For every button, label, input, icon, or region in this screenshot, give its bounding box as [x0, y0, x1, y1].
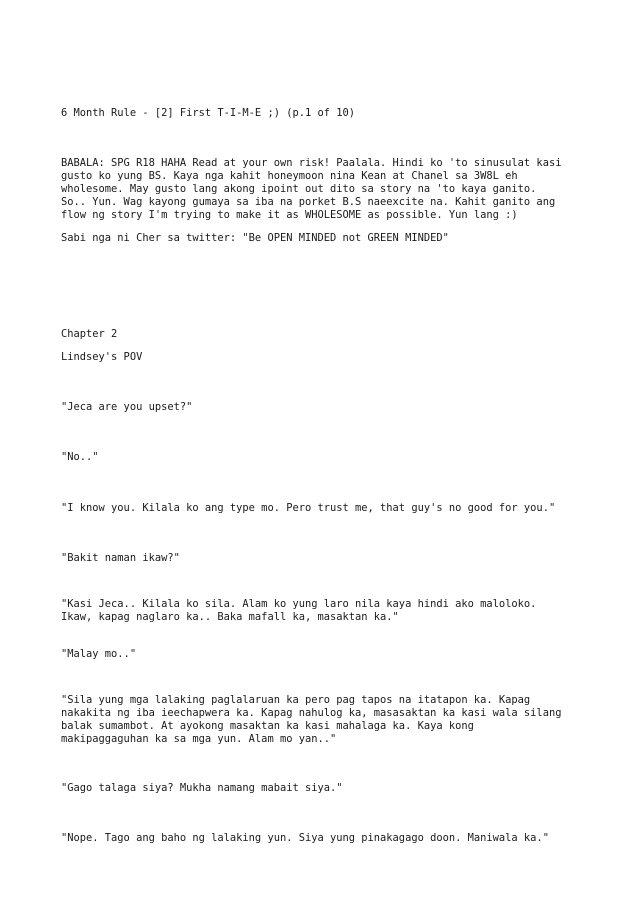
dialogue-line: "Gago talaga siya? Mukha namang mabait siya."	[61, 782, 343, 794]
author-note-line: wholesome. May gusto lang akong ipoint out dito sa story na 'to kaya ganito.	[61, 183, 537, 195]
author-note-line: flow ng story I'm trying to make it as WHOLESOME as possible. Yun lang :)	[61, 209, 518, 221]
author-note-line: So.. Yun. Wag kayong gumaya sa iba na porket B.S naeexcite na. Kahit ganito ang	[61, 196, 556, 208]
chapter-heading: Chapter 2	[61, 328, 118, 340]
author-note-line: gusto ko yung BS. Kaya nga kahit honeymoon nina Kean at Chanel sa 3W8L eh	[61, 170, 518, 182]
dialogue-line: "I know you. Kilala ko ang type mo. Pero trust me, that guy's no good for you."	[61, 502, 556, 514]
dialogue-line: "Nope. Tago ang baho ng lalaking yun. Siya yung pinakagago doon. Maniwala ka."	[61, 832, 549, 844]
dialogue-line: "Malay mo.."	[61, 648, 137, 660]
dialogue-line: "Sila yung mga lalaking paglalaruan ka pero pag tapos na itatapon ka. Kapag	[61, 694, 531, 706]
dialogue-line: balak sumambot. At ayokong masaktan ka kasi mahalaga ka. Kaya kong	[61, 720, 474, 732]
dialogue-line: nakakita ng iba ieechapwera ka. Kapag nahulog ka, masasaktan ka kasi wala silang	[61, 707, 562, 719]
dialogue-line: makipaggaguhan ka sa mga yun. Alam mo yan.."	[61, 733, 337, 745]
dialogue-line: "Kasi Jeca.. Kilala ko sila. Alam ko yung laro nila kaya hindi ako maloloko.	[61, 598, 537, 610]
dialogue-line: "Bakit naman ikaw?"	[61, 552, 180, 564]
dialogue-line: Ikaw, kapag naglaro ka.. Baka mafall ka, masaktan ka."	[61, 611, 399, 623]
twitter-quote: Sabi nga ni Cher sa twitter: "Be OPEN MINDED not GREEN MINDED"	[61, 232, 449, 244]
author-note-line: BABALA: SPG R18 HAHA Read at your own risk! Paalala. Hindi ko 'to sinusulat kasi	[61, 157, 562, 169]
pov-heading: Lindsey's POV	[61, 351, 143, 363]
document-title: 6 Month Rule - [2] First T-I-M-E ;) (p.1 of 10)	[61, 107, 356, 119]
dialogue-line: "Jeca are you upset?"	[61, 401, 193, 413]
dialogue-line: "No.."	[61, 451, 99, 463]
